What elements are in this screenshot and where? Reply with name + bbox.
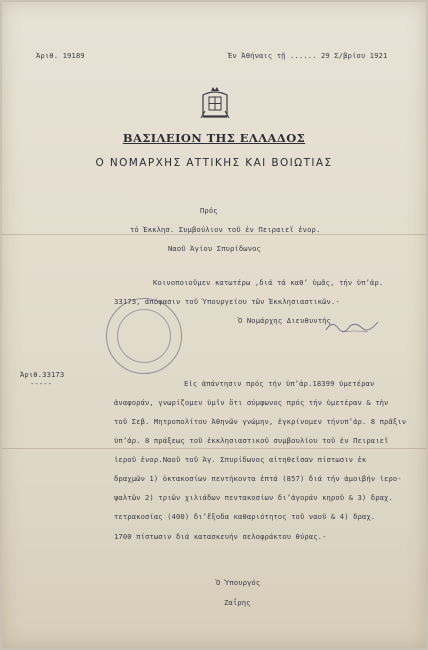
addressee-pros: Πρός <box>200 206 218 215</box>
addressee-line: Ναοῦ Ἁγίου Σπυρίδωνος <box>168 244 261 253</box>
decision-line: ψαλτῶν 2) τριῶν χιλιάδων πεντακοσίων δι’ἀγοράν κηροῦ & 3) δραχ. <box>114 493 393 502</box>
minister-name: Ζαΐρης <box>224 598 251 607</box>
notice-signoff: Ὁ Νομάρχης Διευθυντής <box>238 316 331 325</box>
reference-underline: ----- <box>30 379 53 388</box>
notice-line: 33173, ἀπόφασιν τοῦ Ὑπουργείου τῶν Ἐκκλησιαστικῶν.- <box>114 297 340 306</box>
document-date: Ἐν Ἀθήναις τῇ ...... 29 Σ/βρίου 1921 <box>228 51 388 60</box>
kingdom-title: ΒΑΣΙΛΕΙΟΝ ΤΗΣ ΕΛΛΑΔΟΣ <box>122 131 306 145</box>
document-page <box>2 2 426 648</box>
fold-crease <box>2 448 426 449</box>
decision-line: τετρακοσίας (400) δι’ἔξοδα καθαριότητος τοῦ ναοῦ & 4) δραχ. <box>114 512 376 521</box>
decision-line: 1700 πίστωσιν διά κατασκευήν σελοφράκτου θύρας.- <box>114 532 327 541</box>
decision-line: δραχμῶν 1) ὀκτακοσίων πεντήκοντα ἑπτά (857) διά τήν ἀμοιβήν ἱερο- <box>114 474 402 483</box>
decision-line: ὑπ’ἀρ. 8 πράξεως τοῦ ἐκκλησιαστικοῦ συμβουλίου τοῦ ἐν Πειραιεῖ <box>114 436 389 445</box>
protocol-number: Ἀριθ. 19189 <box>36 51 85 60</box>
decision-line: ἀναφοράν, γνωρίζομεν ὑμῖν ὅτι σύμφωνος πρός τήν ὑμετέραν & τὴν <box>114 398 389 407</box>
coat-of-arms-icon <box>200 86 230 120</box>
decision-line: τοῦ Σεβ. Μητροπολίτου Ἀθηνῶν γνώμην, ἐγκρίνομεν τήνυπ’ἀρ. 8 πρᾶξιν <box>114 417 407 426</box>
official-stamp <box>106 298 182 374</box>
decision-line: ἱεροῦ ἐνορ.Ναοῦ τοῦ Ἁγ. Σπυρίδωνος αἰτηθεῖσαν πίστωσιν ἐκ <box>114 455 367 464</box>
minister-title: Ὁ Ὑπουργός <box>216 578 261 587</box>
decision-reference: Ἀριθ.33173 <box>20 370 65 379</box>
notice-line: Κοινοποιοῦμεν κατωτέρω ,διά τά καθ’ ὑμᾶς, τήν ὑπ’ἀρ. <box>153 278 384 287</box>
fold-crease <box>2 234 426 235</box>
handwritten-signature <box>324 316 382 336</box>
decision-line: Εἰς ἀπάντησιν πρός τήν ὑπ’ἀρ.18399 ὑμετέραν <box>184 379 375 388</box>
addressee-line: τό Ἐκκλησ. Συμβούλιον τοῦ ἐν Πειραιεῖ ἐνορ. <box>130 225 321 234</box>
prefect-title: Ο ΝΟΜΑΡΧΗΣ ΑΤΤΙΚΗΣ ΚΑΙ ΒΟΙΩΤΙΑΣ <box>95 157 333 169</box>
